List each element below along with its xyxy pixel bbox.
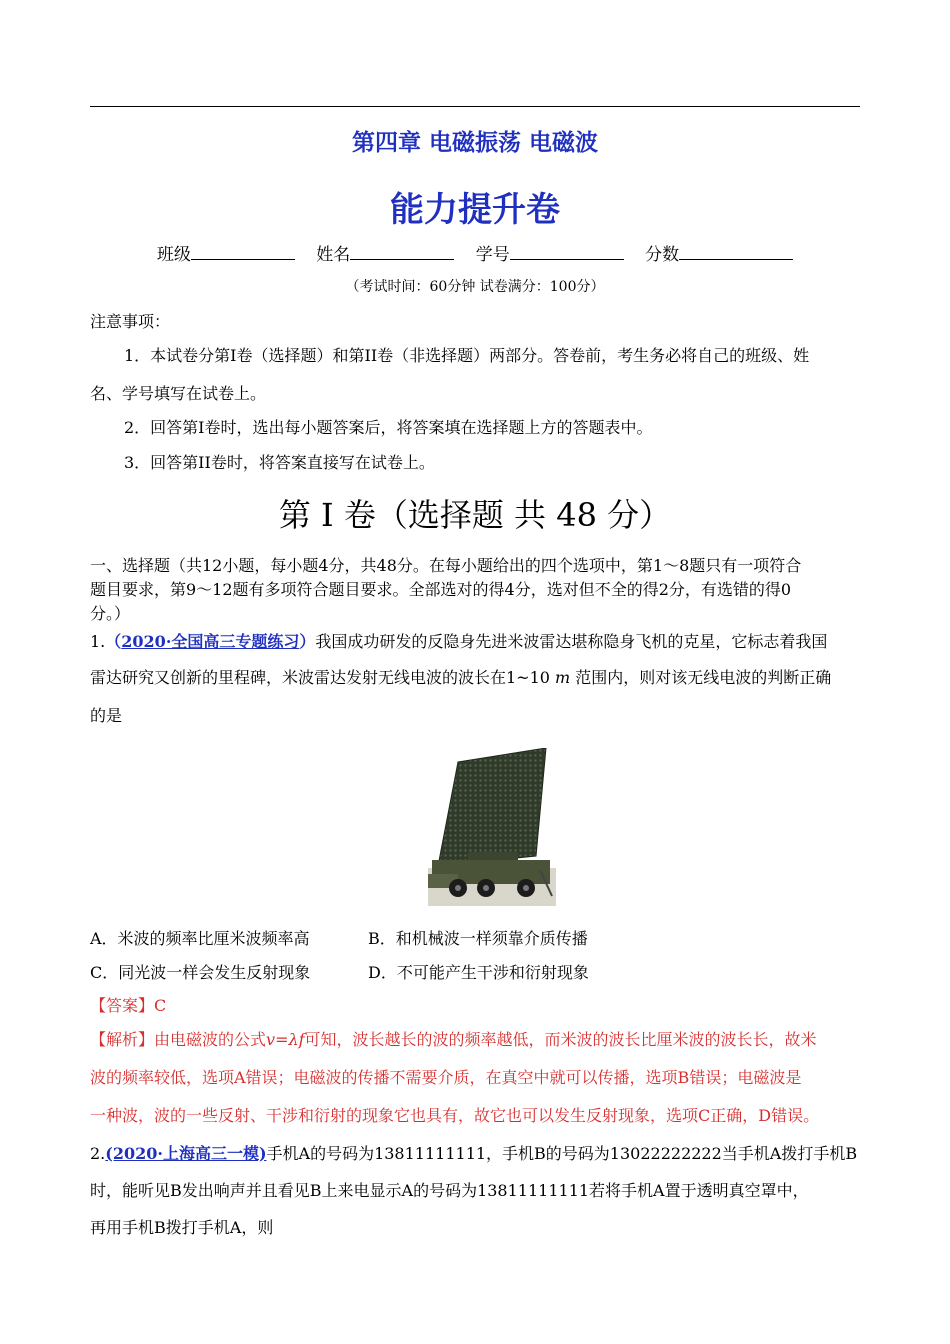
q1-stem-line2b: 范围内，则对该无线电波的判断正确 — [570, 668, 832, 687]
note-item-1-line2: 名、学号填写在试卷上。 — [90, 384, 267, 403]
q2-stem-line1: 手机A的号码为13811111111，手机B的号码为13022222222当手机A拨打手机B — [266, 1144, 858, 1163]
note-item-3: 3．回答第II卷时，将答案直接写在试卷上。 — [124, 453, 435, 472]
chapter-title: 第四章 电磁振荡 电磁波 — [351, 130, 598, 156]
q1-analysis-line1 — [90, 1030, 817, 1050]
analysis-formula: v=λf — [266, 1030, 305, 1049]
answer-label: 【答案】 — [90, 996, 155, 1015]
student-id-blank[interactable] — [510, 243, 624, 260]
exam-info: （考试时间：60分钟 试卷满分：100分） — [345, 279, 605, 295]
q1-option-a[interactable]: A．米波的频率比厘米波频率高 — [90, 929, 310, 948]
section-intro-line2: 题目要求，第9～12题有多项符合题目要求。全部选对的得4分，选对但不全的得2分，有选错的得0 — [90, 580, 792, 599]
note-item-2: 2．回答第I卷时，选出每小题答案后，将答案填在选择题上方的答题表中。 — [124, 418, 653, 437]
q1-answer — [90, 996, 166, 1016]
q2-number: 2. — [90, 1144, 106, 1163]
score-blank[interactable] — [679, 243, 793, 260]
notes-heading: 注意事项： — [90, 312, 171, 331]
q1-analysis-line2: 波的频率较低，选项A错误；电磁波的传播不需要介质，在真空中就可以传播，选项B错误；电磁波是 — [90, 1068, 802, 1087]
q1-source-close: ） — [299, 632, 316, 651]
q2-stem-line3: 再用手机B拨打手机A，则 — [90, 1218, 274, 1237]
q1-number: 1. — [90, 632, 106, 651]
class-blank[interactable] — [191, 243, 295, 260]
q1-line2 — [90, 668, 831, 688]
q1-option-d[interactable]: D．不可能产生干涉和衍射现象 — [368, 963, 589, 982]
paper-title: 能力提升卷 — [390, 190, 560, 230]
answer-value: C — [154, 996, 167, 1015]
q2-source-link[interactable]: (2020·上海高三一模) — [105, 1144, 267, 1163]
score-label: 分数 — [645, 245, 680, 265]
name-label: 姓名 — [316, 245, 351, 265]
section-intro-line1: 一、选择题（共12小题，每小题4分，共48分。在每小题给出的四个选项中，第1～8题只有一项符合 — [90, 556, 802, 575]
analysis-label: 【解析】 — [90, 1030, 155, 1049]
student-id-field[interactable] — [476, 240, 624, 265]
q1-option-b[interactable]: B．和机械波一样须靠介质传播 — [368, 929, 588, 948]
analysis-line1a: 由电磁波的公式 — [154, 1030, 267, 1049]
class-field[interactable] — [157, 240, 295, 265]
q1-source-open: （ — [105, 632, 122, 651]
q1-option-c[interactable]: C．同光波一样会发生反射现象 — [90, 963, 311, 982]
q2-line1 — [90, 1144, 857, 1164]
top-rule — [90, 106, 860, 107]
q1-stem-line1: 我国成功研发的反隐身先进米波雷达堪称隐身飞机的克星，它标志着我国 — [315, 632, 828, 651]
name-blank[interactable] — [350, 243, 454, 260]
q1-analysis-line3: 一种波，波的一些反射、干涉和衍射的现象它也具有，故它也可以发生反射现象，选项C正确，D错误。 — [90, 1106, 820, 1125]
q1-line1 — [90, 632, 827, 652]
student-info-fields — [0, 240, 950, 265]
q1-source-link[interactable]: 2020·全国高三专题练习 — [121, 632, 300, 651]
name-field[interactable] — [316, 240, 454, 265]
radar-photo — [428, 748, 556, 906]
class-label: 班级 — [156, 245, 191, 265]
q2-stem-line2: 时，能听见B发出响声并且看见B上来电显示A的号码为13811111111若将手机A置于透明真空罩中， — [90, 1181, 809, 1200]
section-intro-line3: 分。） — [90, 604, 131, 623]
score-field[interactable] — [645, 240, 793, 265]
analysis-line1b: 可知，波长越长的波的频率越低，而米波的波长比厘米波的波长长，故米 — [304, 1030, 817, 1049]
q1-stem-line3: 的是 — [90, 706, 123, 725]
q1-stem-line2a: 雷达研究又创新的里程碑，米波雷达发射无线电波的波长在1~10 — [90, 668, 556, 687]
q1-unit: m — [555, 668, 571, 687]
section-title: 第 I 卷（选择题 共 48 分） — [278, 496, 672, 534]
student-id-label: 学号 — [475, 245, 510, 265]
note-item-1-line1: 1．本试卷分第I卷（选择题）和第II卷（非选择题）两部分。答卷前，考生务必将自己的班级、姓 — [124, 346, 810, 365]
